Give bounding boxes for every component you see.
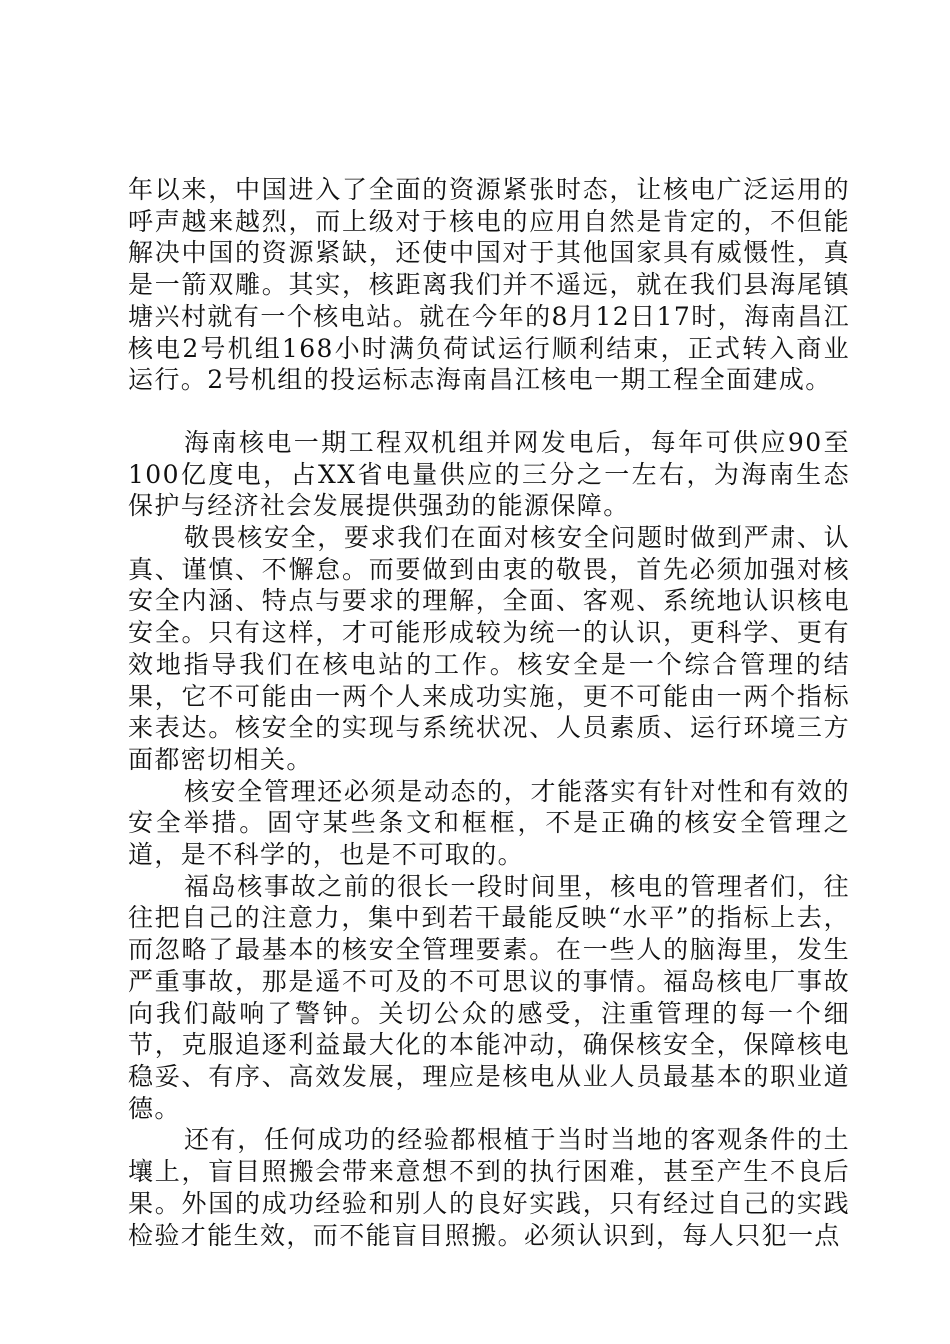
paragraph-3: 敬畏核安全，要求我们在面对核安全问题时做到严肃、认真、谨慎、不懈怠。而要做到由衷的敬畏，首先必须加强对核安全内涵、特点与要求的理解，全面、客观、系统地认识核电安全。只有这样，才可能形成较为统一的认识，更科学、更有效地指导我们在核电站的工作。核安全是一个综合管理的结果，它不可能由一两个人来成功实施，更不可能由一两个指标来表达。核安全的实现与系统状况、人员素质、运行环境三方面都密切相关。 — [128, 523, 850, 774]
paragraph-1: 年以来，中国进入了全面的资源紧张时态，让核电广泛运用的呼声越来越烈，而上级对于核电的应用自然是肯定的，不但能解决中国的资源紧缺，还使中国对于其他国家具有威慑性，真是一箭双雕。其实，核距离我们并不遥远，就在我们县海尾镇塘兴村就有一个核电站。就在今年的8月12日17时，海南昌江核电2号机组168小时满负荷试运行顺利结束，正式转入商业运行。2号机组的投运标志海南昌江核电一期工程全面建成。 — [128, 175, 850, 395]
document-body — [128, 174, 850, 1251]
paragraph-5: 福岛核事故之前的很长一段时间里，核电的管理者们，往往把自己的注意力，集中到若干最能反映“水平”的指标上去，而忽略了最基本的核安全管理要素。在一些人的脑海里，发生严重事故，那是遥不可及的不可思议的事情。福岛核电厂事故向我们敲响了警钟。关切公众的感受，注重管理的每一个细节，克服追逐利益最大化的本能冲动，确保核安全，保障核电稳妥、有序、高效发展，理应是核电从业人员最基本的职业道德。 — [128, 871, 850, 1123]
paragraph-2: 海南核电一期工程双机组并网发电后，每年可供应90至100亿度电，占XX省电量供应的三分之一左右，为海南生态保护与经济社会发展提供强劲的能源保障。 — [128, 427, 850, 521]
paragraph-4: 核安全管理还必须是动态的，才能落实有针对性和有效的安全举措。固守某些条文和框框，不是正确的核安全管理之道，是不科学的，也是不可取的。 — [128, 776, 850, 870]
paragraph-6: 还有，任何成功的经验都根植于当时当地的客观条件的土壤上，盲目照搬会带来意想不到的执行困难，甚至产生不良后果。外国的成功经验和别人的良好实践，只有经过自己的实践检验才能生效，而不能盲目照搬。必须认识到，每人只犯一点 — [128, 1125, 850, 1250]
